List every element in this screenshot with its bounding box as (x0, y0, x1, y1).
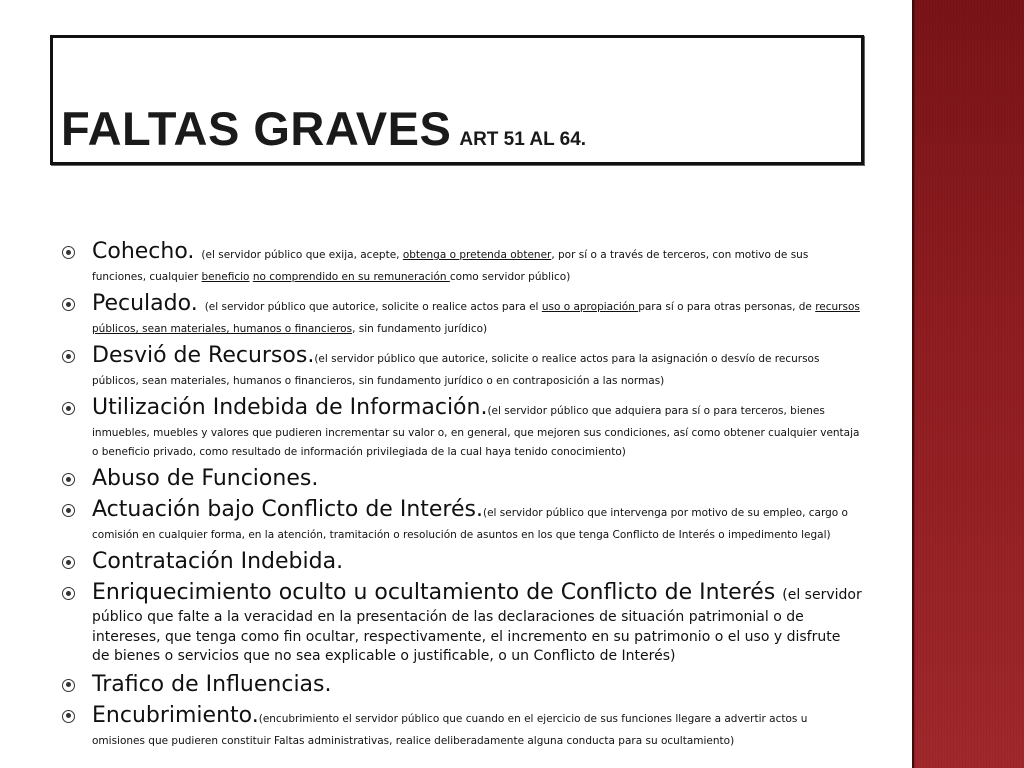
bullet-icon (62, 710, 75, 723)
list-item-abuso-de-funciones (62, 466, 862, 492)
item-heading: Cohecho. (92, 239, 202, 264)
bullet-icon (62, 473, 75, 486)
list-item-desvio-de-recursos (62, 343, 862, 388)
bullet-icon (62, 298, 75, 311)
title-main: FALTAS GRAVES (61, 102, 452, 155)
list-item-contratacion-indebida (62, 549, 862, 575)
item-heading: Utilización Indebida de Información. (92, 395, 488, 420)
item-description: (el servidor público que exija, acepte, obtenga o pretenda obtener, por sí o a través de terceros, con motivo de sus funciones, cualquier beneficio no comprendido en su remuneración como servidor público) (92, 249, 809, 283)
list-item-conflicto-de-interes (62, 497, 862, 542)
title-box (50, 35, 864, 165)
item-heading: Actuación bajo Conflicto de Interés. (92, 497, 483, 522)
item-description: (el servidor público que autorice, solicite o realice actos para la asignación o desvío de recursos públicos, sean materiales, humanos o financieros, sin fundamento jurídico o en contraposición a las normas) (92, 353, 820, 387)
item-description: (el servidor público que intervenga por motivo de su empleo, cargo o comisión en cualquier forma, en la atención, tramitación o resolución de asuntos en los que tenga Conflicto de Interés o impedimento legal) (92, 507, 848, 541)
item-description: (el servidor público que adquiera para sí o para terceros, bienes inmuebles, muebles y valores que pudieren incrementar su valor o, en general, que mejoren sus condiciones, así como obtener cualquier ventaja o beneficio privado, como resultado de información privilegiada de la cual haya tenido conocimiento) (92, 405, 860, 458)
bullet-icon (62, 402, 75, 415)
item-heading: Trafico de Influencias. (92, 671, 332, 697)
bullet-icon (62, 556, 75, 569)
list-item-peculado (62, 291, 862, 336)
item-heading: Peculado. (92, 291, 205, 316)
list-item-utilizacion-indebida (62, 395, 862, 459)
decorative-side-band (912, 0, 1024, 768)
list-item-enriquecimiento-oculto (62, 580, 862, 665)
item-heading: Encubrimiento. (92, 702, 259, 728)
item-heading: Abuso de Funciones. (92, 466, 319, 491)
bullet-icon (62, 504, 75, 517)
bullet-icon (62, 587, 75, 600)
item-heading: Desvió de Recursos. (92, 343, 315, 368)
bullet-icon (62, 246, 75, 259)
item-description: (encubrimiento el servidor público que cuando en el ejercicio de sus funciones llegare a advertir actos u omisiones que pudieren constituir Faltas administrativas, realice deliberadamente alguna conducta para su ocultamiento) (92, 712, 808, 747)
item-heading: Enriquecimiento oculto u ocultamiento de Conflicto de Interés (92, 580, 783, 605)
item-description: (el servidor público que falte a la veracidad en la presentación de las declaraciones de situación patrimonial o de intereses, que tenga como fin ocultar, respectivamente, el incremento en su patrimonio o el uso y disfrute de bienes o servicios que no sea explicable o justificable, o un Conflicto de Interés) (92, 587, 862, 664)
side-band-shadow (912, 0, 916, 768)
bullet-icon (62, 350, 75, 363)
list-item-cohecho (62, 239, 862, 284)
list-item-trafico-de-influencias (62, 672, 862, 698)
item-description: (el servidor público que autorice, solicite o realice actos para el uso o apropiación para sí o para otras personas, de recursos públicos, sean materiales, humanos o financieros, sin fundamento jurídico) (92, 301, 860, 335)
item-heading: Contratación Indebida. (92, 549, 344, 574)
bullet-icon (62, 679, 75, 692)
title-subtitle: ART 51 AL 64. (459, 129, 587, 150)
list-item-encubrimiento (62, 703, 862, 748)
bullet-list (62, 239, 862, 748)
slide-title (61, 101, 586, 156)
